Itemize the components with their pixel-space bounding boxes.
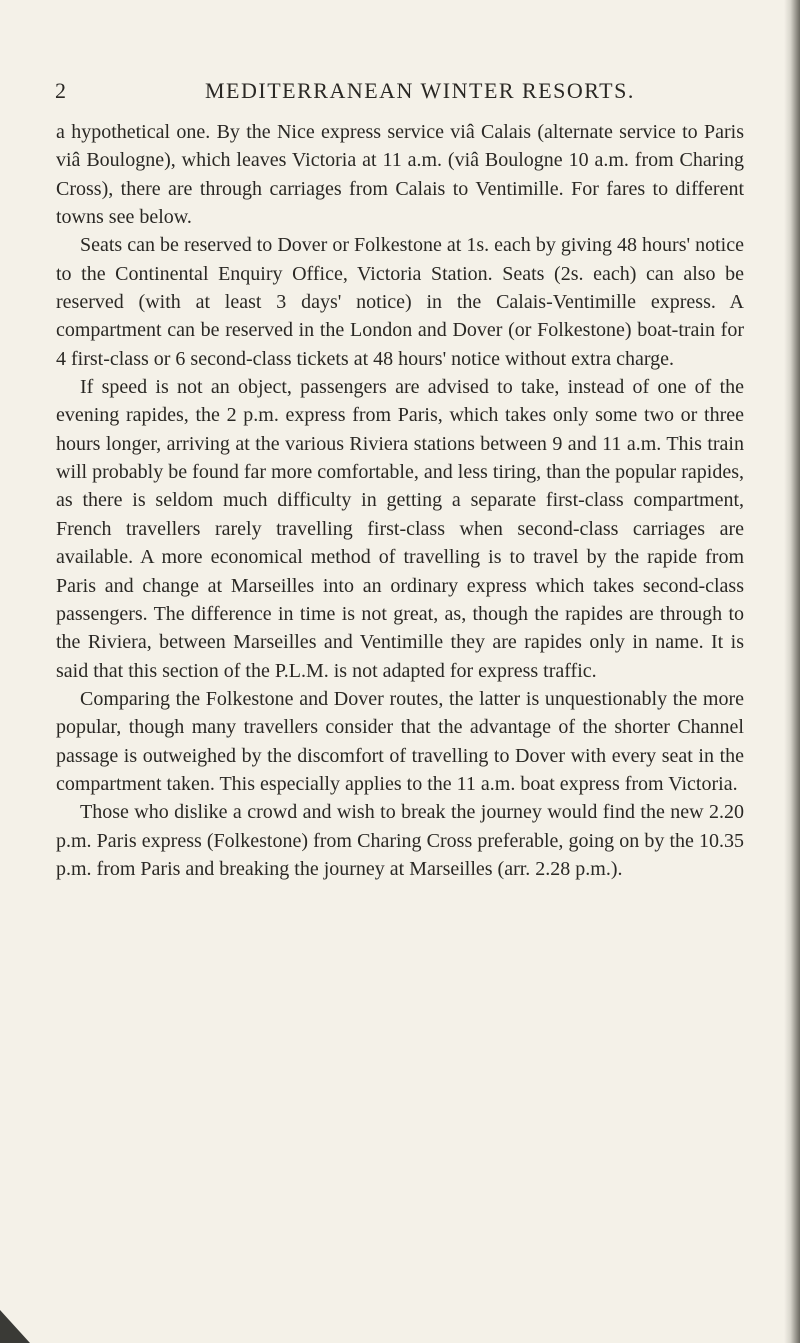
paragraph-4: Comparing the Folkestone and Dover routes, the latter is unquestionably the more popular, though many travellers consider that the advantage of the shorter Channel passage is outweighed by the discomfort of travelling to Dover with every seat in the compartment taken. This especially applies to the 11 a.m. boat express from Victoria.: [56, 687, 744, 795]
page-header: [55, 78, 755, 108]
paragraph-2: Seats can be reserved to Dover or Folkestone at 1s. each by giving 48 hours' notice to the Continental Enquiry Office, Victoria Station. Seats (2s. each) can also be reserved (with at least 3 days' notice) in the Calais-Ventimille express. A compartment can be reserved in the London and Dover (or Folkestone) boat-train for 4 first-class or 6 second-class tickets at 48 hours' notice without extra charge.: [56, 234, 744, 370]
page-edge-shadow: [784, 0, 800, 1343]
paragraph-1: a hypothetical one. By the Nice express service viâ Calais (alternate service to Paris viâ Boulogne), which leaves Victoria at 11 a.m. (viâ Boulogne 10 a.m. from Charing Cross), there are through carriages from Calais to Ventimille. For fares to different towns see below.: [56, 121, 744, 229]
page-number: 2: [55, 78, 67, 103]
paragraph-3: If speed is not an object, passengers are advised to take, instead of one of the evening rapides, the 2 p.m. express from Paris, which takes only some two or three hours longer, arriving at the various Riviera stations between 9 and 11 a.m. This train will probably be found far more comfortable, and less tiring, than the popular rapides, as there is seldom much difficulty in getting a separate first-class compartment, French travellers rarely travelling first-class when second-class carriages are available. A more economical method of travelling is to travel by the rapide from Paris and change at Marseilles into an ordinary express which takes second-class passengers. The difference in time is not great, as, though the rapides are through to the Riviera, between Marseilles and Ventimille they are rapides only in name. It is said that this section of the P.L.M. is not adapted for express traffic.: [56, 376, 744, 682]
corner-scan-mark: [0, 1290, 40, 1343]
paragraph-5: Those who dislike a crowd and wish to break the journey would find the new 2.20 p.m. Paris express (Folkestone) from Charing Cross preferable, going on by the 10.35 p.m. from Paris and breaking the journey at Marseilles (arr. 2.28 p.m.).: [56, 801, 744, 880]
body-text: [56, 118, 744, 883]
running-title: MEDITERRANEAN WINTER RESORTS.: [205, 78, 635, 103]
